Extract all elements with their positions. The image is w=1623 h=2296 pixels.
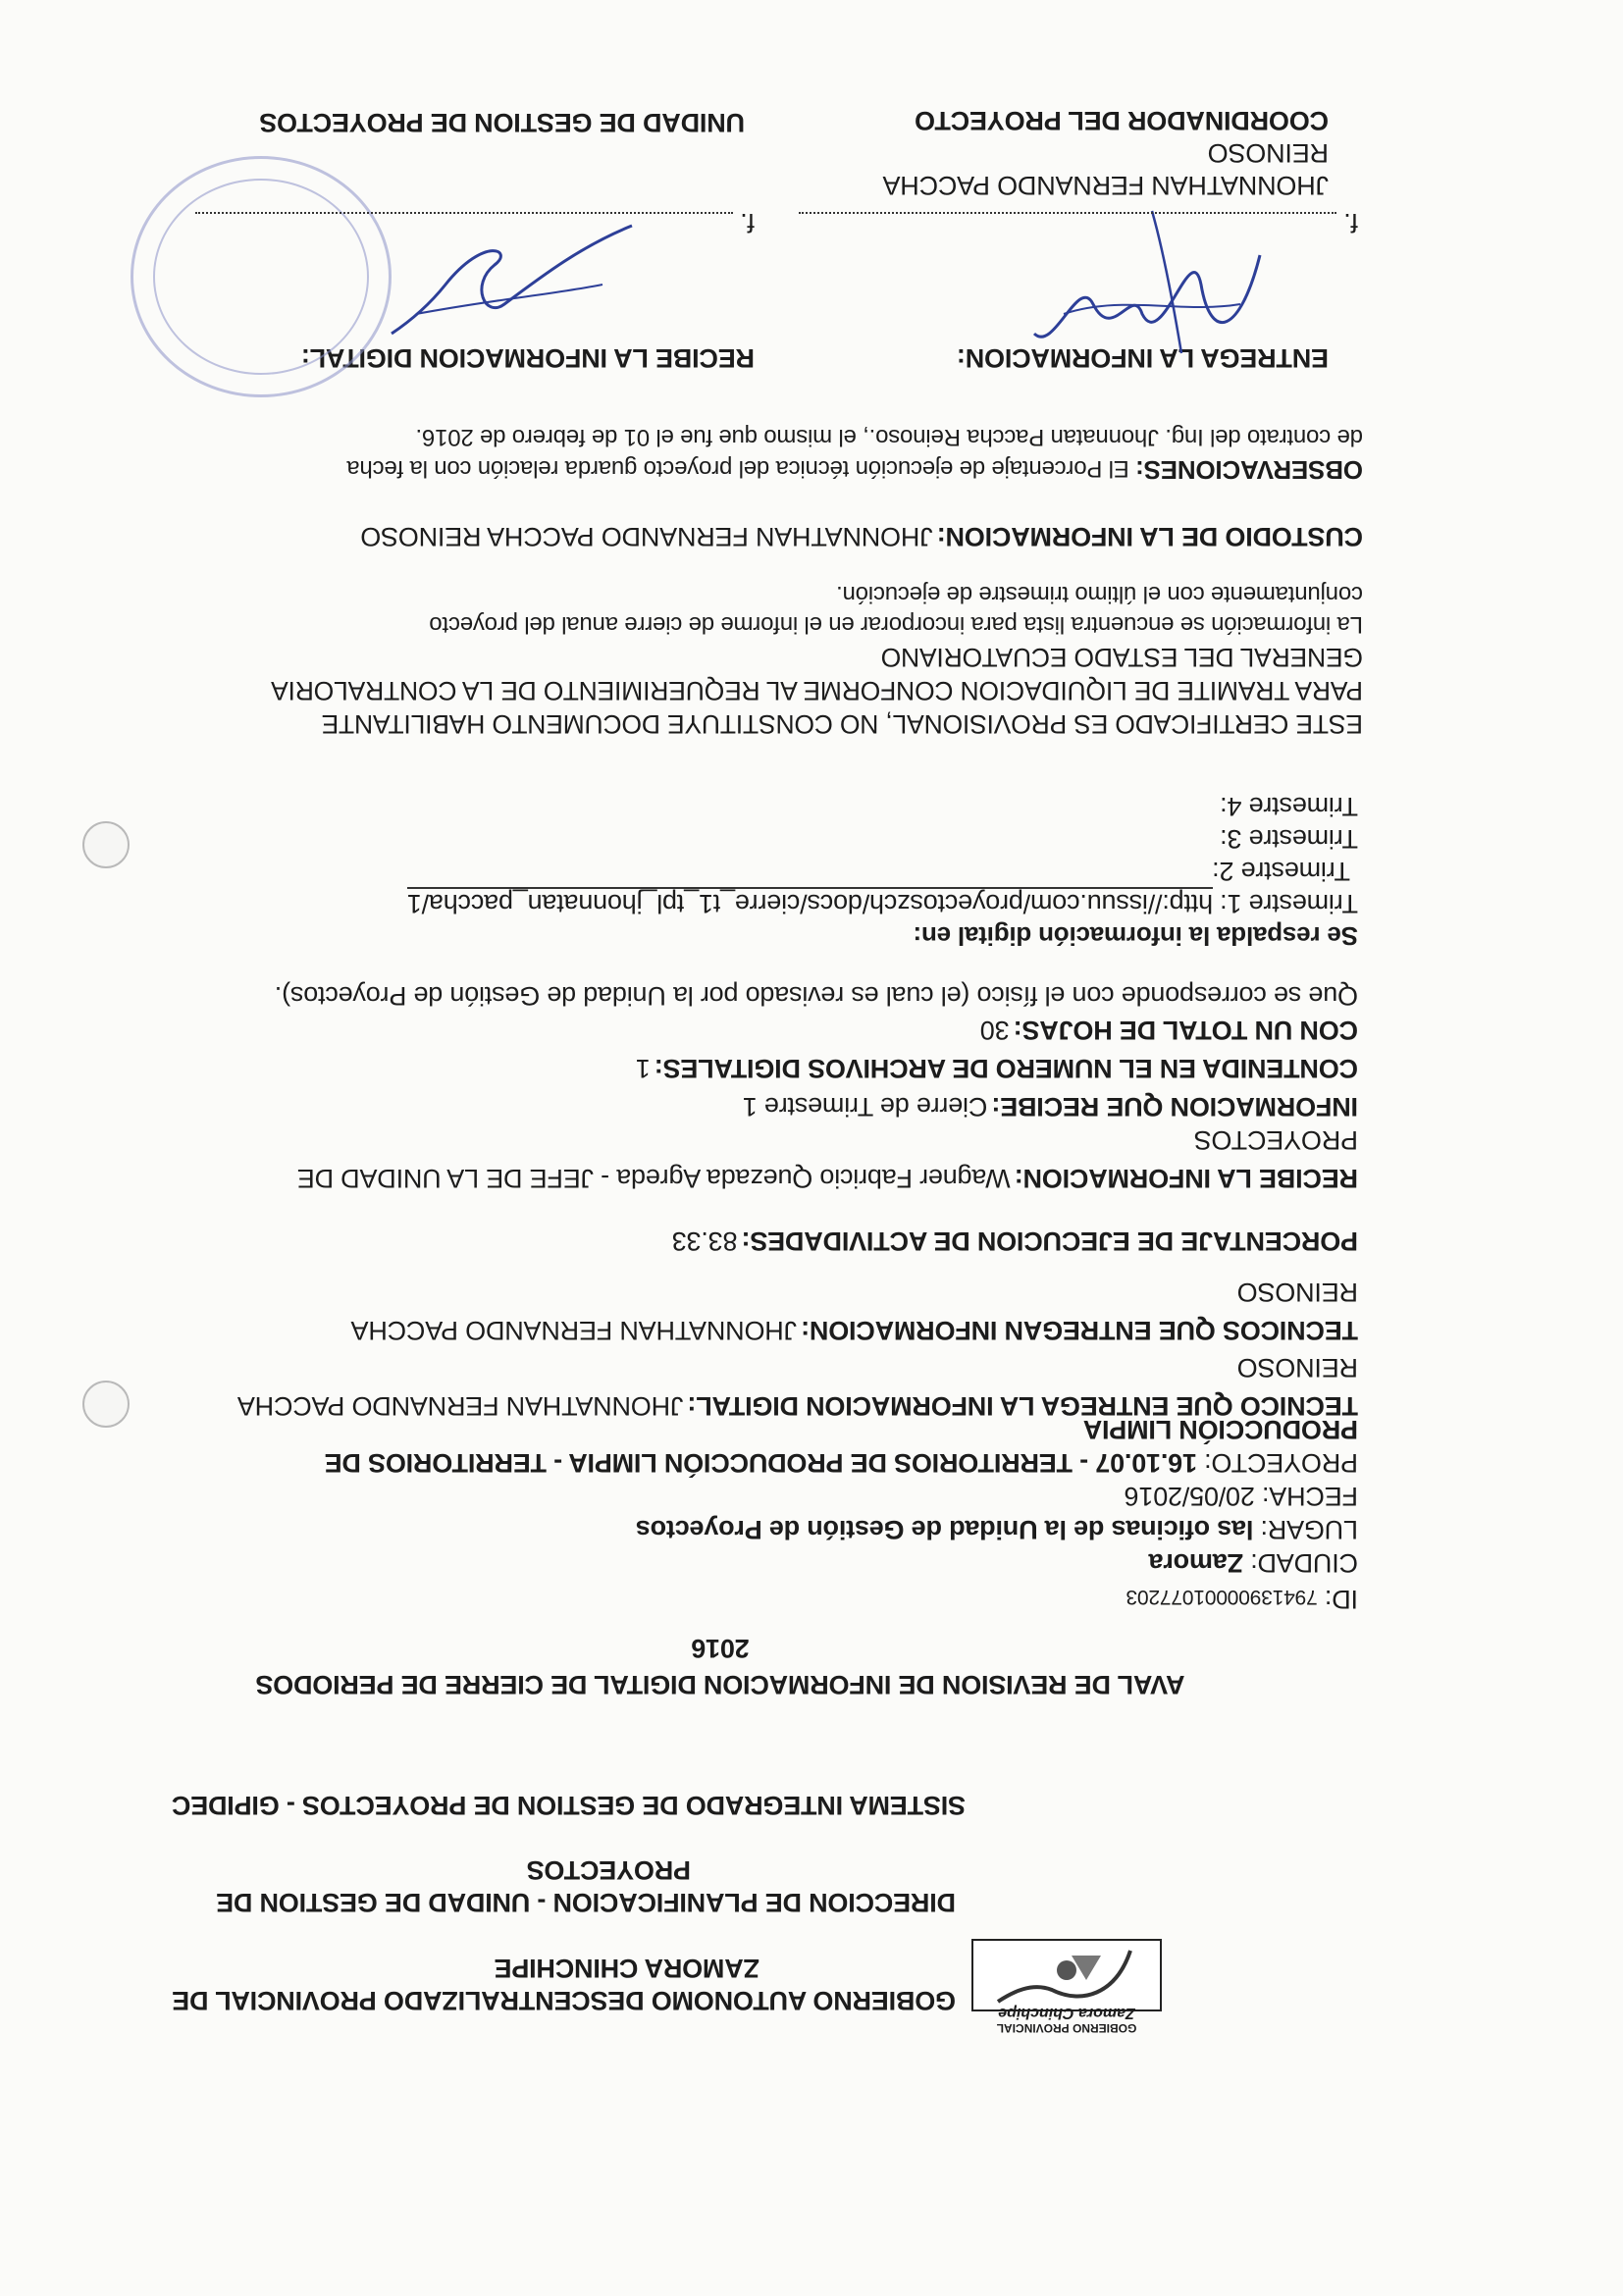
ciudad-label: CIUDAD: <box>1250 1548 1358 1578</box>
trimestre1-link[interactable]: http://issuu.com/proyectoszch/docs/cierre_t1_tpl_jhonnatan_paccha/1 <box>406 889 1214 918</box>
fecha-label: FECHA: <box>1262 1482 1358 1511</box>
field-block-recibe <box>161 1009 1358 1195</box>
respaldo-block <box>181 790 1358 952</box>
lugar-row <box>181 1513 1358 1546</box>
fecha-value: 20/05/2016 <box>1124 1482 1255 1511</box>
recibe-value-line1: Wagner Fabricio Quezada Agreda - JEFE DE LA UNIDAD DE <box>296 1164 1011 1193</box>
trimestre4-label: Trimestre 4: <box>1220 792 1358 821</box>
entrega-label: ENTREGA LA INFORMACION: <box>957 343 1329 373</box>
header-dept-line2: PROYECTOS <box>526 1855 691 1885</box>
ciudad-value: Zamora <box>1148 1548 1244 1578</box>
left-signer <box>883 104 1329 201</box>
archivos-value: 1 <box>635 1054 651 1083</box>
f-left: f. <box>1343 208 1358 237</box>
header-org <box>171 1952 956 2016</box>
porcentaje-value: 83.33 <box>671 1226 738 1256</box>
trimestre1-label: Trimestre 1: <box>1220 889 1358 918</box>
punch-hole <box>82 1381 130 1428</box>
ciudad-row <box>181 1546 1358 1580</box>
info-value: Cierre de Trimestre 1 <box>742 1092 988 1122</box>
proyecto-value-line2: PRODUCCIÓN LIMPIA <box>1082 1415 1358 1444</box>
respalda-label: Se respalda la información digital en: <box>913 921 1358 951</box>
header-org-line1: GOBIERNO AUTONOMO DESCENTRALIZADO PROVINCIAL DE <box>172 1986 956 2015</box>
document-title <box>230 1630 1211 1702</box>
corresponde-text: Que se corresponde con el físico (el cual es revisado por la Unidad de Gestión de Proyectos). <box>275 981 1358 1011</box>
left-name-line1: JHONNATHAN FERNANDO PACCHA <box>882 171 1329 200</box>
header-dept <box>151 1853 956 1918</box>
porcentaje-row <box>181 1226 1358 1256</box>
id-label: ID: <box>1325 1585 1358 1614</box>
tecnicos-label: TECNICOS QUE ENTREGAN INFORMACION: <box>801 1316 1358 1345</box>
left-name-line2: REINOSO <box>1207 138 1329 168</box>
punch-hole <box>82 821 130 868</box>
header-system: SISTEMA INTEGRADO DE GESTION DE PROYECTOS - GIPIDEC <box>172 1791 966 1820</box>
hojas-label: CON UN TOTAL DE HOJAS: <box>1013 1016 1358 1045</box>
logo-emblem-icon <box>973 1941 1160 2009</box>
id-row <box>181 1580 1358 1616</box>
fecha-row <box>181 1480 1358 1513</box>
obs-line2: de contrato del Ing. Jhonnatan Paccha Reinoso., el mismo que fue el 01 de febrero de 2016. <box>415 424 1363 450</box>
nota-line2: conjuntamente con el último trimestre de ejecución. <box>836 581 1363 607</box>
logo <box>971 1939 1162 2035</box>
custodio-row <box>127 521 1363 551</box>
signature-line-left <box>799 207 1358 237</box>
certificado-notice <box>127 641 1363 741</box>
trimestre2-label: Trimestre 2: <box>1212 857 1350 886</box>
field-block-tecnico <box>181 1276 1358 1423</box>
logo-title: Zamora Chinchipe <box>998 2005 1135 2021</box>
left-role: COORDINADOR DEL PROYECTO <box>915 106 1329 135</box>
tecnico-value-line1: JHONNATHAN FERNANDO PACCHA <box>237 1391 684 1421</box>
right-role: UNIDAD DE GESTION DE PROYECTOS <box>259 108 745 137</box>
porcentaje-label: PORCENTAJE DE EJECUCION DE ACTIVIDADES: <box>741 1226 1358 1256</box>
hojas-value: 30 <box>979 1016 1010 1045</box>
header-dept-line1: DIRECCION DE PLANIFICACION - UNIDAD DE GESTION DE <box>216 1888 956 1917</box>
custodio-value: JHONNATHAN FERNANDO PACCHA REINOSO <box>360 522 933 551</box>
lugar-label: LUGAR: <box>1260 1515 1358 1544</box>
nota-line1: La información se encuentra lista para incorporar en el informe de cierre anual del proyecto <box>429 611 1363 638</box>
tecnico-label: TECNICO QUE ENTREGA LA INFORMACION DIGITAL: <box>687 1391 1358 1421</box>
nota-text <box>127 579 1363 640</box>
title-line1: AVAL DE REVISION DE INFORMACION DIGITAL DE CIERRE DE PERIODOS <box>255 1670 1185 1699</box>
trimestre3-label: Trimestre 3: <box>1220 824 1358 854</box>
header-org-line2: ZAMORA CHINCHIPE <box>494 1954 759 1983</box>
obs-label: OBSERVACIONES: <box>1135 455 1363 485</box>
cert-line1: ESTE CERTIFICADO ES PROVISIONAL, NO CONSTITUYE DOCUMENTO HABILITANTE <box>321 709 1363 739</box>
proyecto-value-line1: 16.10.07 - TERRITORIOS DE PRODUCCIÓN LIMPIA - TERRITORIOS DE <box>324 1448 1197 1478</box>
obs-line1: El Porcentaje de ejecución técnica del proyecto guarda relación con la fecha <box>346 455 1129 482</box>
signature-line-right <box>195 207 755 237</box>
tecnicos-value-line2: REINOSO <box>1236 1278 1358 1307</box>
title-line2: 2016 <box>691 1634 750 1663</box>
id-value: 79413900001077203 <box>1126 1586 1318 1608</box>
lugar-value: las oficinas de la Unidad de Gestión de Proyectos <box>635 1515 1254 1544</box>
tecnico-value-line2: REINOSO <box>1236 1353 1358 1383</box>
logo-caption: GOBIERNO PROVINCIAL <box>996 2021 1137 2035</box>
recibe-label: RECIBE LA INFORMACION: <box>1014 1164 1358 1193</box>
archivos-label: CONTENIDA EN EL NUMERO DE ARCHIVOS DIGITALES: <box>654 1054 1358 1083</box>
info-label: INFORMACION QUE RECIBE: <box>991 1092 1358 1122</box>
recibe-digital-label: RECIBE LA INFORMACION DIGITAL: <box>301 343 755 373</box>
proyecto-row <box>181 1446 1358 1480</box>
f-right: f. <box>740 208 755 237</box>
tecnicos-value-line1: JHONNATHAN FERNANDO PACCHA <box>350 1316 798 1345</box>
field-block-general <box>181 1413 1358 1616</box>
cert-line3: GENERAL DEL ESTADO ECUATORIANO <box>880 643 1363 672</box>
custodio-label: CUSTODIO DE LA INFORMACION: <box>936 522 1363 551</box>
observaciones-block <box>107 421 1363 486</box>
recibe-value-line2: PROYECTOS <box>1193 1125 1358 1155</box>
proyecto-label: PROYECTO: <box>1204 1448 1358 1478</box>
official-stamp <box>131 156 392 397</box>
cert-line2: PARA TRAMITE DE LIQUIDACION CONFORME AL REQUERIMIENTO DE LA CONTRALORIA <box>271 676 1363 705</box>
